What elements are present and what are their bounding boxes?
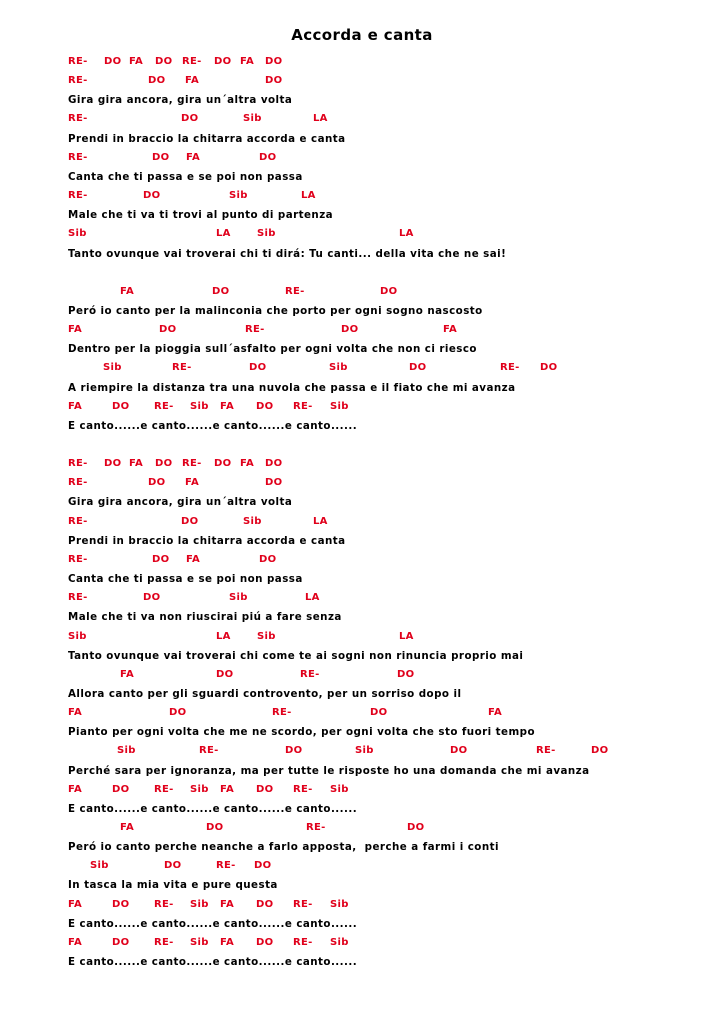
chord: FA (488, 707, 503, 718)
chord: FA (68, 324, 83, 335)
chord-row (0, 56, 724, 72)
chord-row (0, 477, 724, 493)
chord: DO (212, 286, 230, 297)
chord: RE- (199, 745, 219, 756)
chord: DO (159, 324, 177, 335)
lyric-line: Male che ti va ti trovi al punto di partenza (68, 209, 334, 221)
chord: Sib (190, 899, 209, 910)
lyric-line: Male che ti va non riuscirai piú a fare senza (68, 611, 342, 623)
chord: DO (254, 860, 272, 871)
chord: RE- (293, 401, 313, 412)
lyric-line: Canta che ti passa e se poi non passa (68, 171, 303, 183)
chord: DO (256, 401, 274, 412)
chord: DO (104, 458, 122, 469)
chord: RE- (172, 362, 192, 373)
chord: DO (256, 899, 274, 910)
chord: FA (186, 554, 201, 565)
chord: RE- (68, 554, 88, 565)
chord: DO (256, 784, 274, 795)
chord: DO (370, 707, 388, 718)
chord-row (0, 899, 724, 915)
chord: FA (186, 152, 201, 163)
chord: FA (129, 56, 144, 67)
chord: Sib (117, 745, 136, 756)
chord: DO (155, 458, 173, 469)
chord: RE- (300, 669, 320, 680)
chord: RE- (68, 458, 88, 469)
chord: DO (181, 516, 199, 527)
lyric-line: Peró io canto perche neanche a farlo apposta, perche a farmi i conti (68, 841, 499, 853)
chord: LA (313, 113, 328, 124)
lyric-line: Gira gira ancora, gira un´altra volta (68, 496, 293, 508)
chord: FA (120, 286, 135, 297)
chord: Sib (355, 745, 374, 756)
chord: LA (216, 631, 231, 642)
chord: LA (313, 516, 328, 527)
chord: LA (399, 631, 414, 642)
chord: DO (256, 937, 274, 948)
chord: RE- (293, 899, 313, 910)
chord: DO (112, 401, 130, 412)
chord: DO (206, 822, 224, 833)
chord: RE- (154, 899, 174, 910)
chord: RE- (68, 516, 88, 527)
chord: FA (185, 75, 200, 86)
lyric-line: Peró io canto per la malinconia che porto per ogni sogno nascosto (68, 305, 483, 317)
chord: RE- (68, 477, 88, 488)
chord-row (0, 362, 724, 378)
chord: DO (214, 458, 232, 469)
chord: RE- (68, 592, 88, 603)
lyric-line: Allora canto per gli sguardi controvento, per un sorriso dopo il (68, 688, 462, 700)
chord: FA (68, 937, 83, 948)
lyric-line: In tasca la mia vita e pure questa (68, 879, 278, 891)
chord: DO (265, 75, 283, 86)
chord-row (0, 822, 724, 838)
chord-row (0, 75, 724, 91)
chord: DO (112, 937, 130, 948)
chord: DO (265, 56, 283, 67)
chord: FA (68, 401, 83, 412)
lyric-line: Canta che ti passa e se poi non passa (68, 573, 303, 585)
chord: DO (104, 56, 122, 67)
chord: DO (112, 784, 130, 795)
chord: LA (216, 228, 231, 239)
chord-row (0, 707, 724, 723)
chord-row (0, 152, 724, 168)
chord: FA (220, 899, 235, 910)
chord: DO (591, 745, 609, 756)
chord-row (0, 516, 724, 532)
chord: RE- (68, 190, 88, 201)
chord-row (0, 554, 724, 570)
chord: RE- (154, 784, 174, 795)
chord-row (0, 190, 724, 206)
lyric-line: E canto......e canto......e canto......e canto...... (68, 956, 358, 968)
chord: DO (285, 745, 303, 756)
chord: FA (120, 669, 135, 680)
chord: Sib (330, 937, 349, 948)
chord: FA (220, 784, 235, 795)
chord: FA (240, 458, 255, 469)
chord: RE- (272, 707, 292, 718)
chord: DO (181, 113, 199, 124)
chord: Sib (330, 899, 349, 910)
chord: DO (265, 458, 283, 469)
chord: RE- (216, 860, 236, 871)
chord: DO (450, 745, 468, 756)
lyric-line: Prendi in braccio la chitarra accorda e canta (68, 133, 346, 145)
chord: DO (216, 669, 234, 680)
lyric-line: Dentro per la pioggia sull´asfalto per ogni volta che non ci riesco (68, 343, 477, 355)
chord: RE- (536, 745, 556, 756)
chord: RE- (182, 56, 202, 67)
chord: Sib (68, 228, 87, 239)
chord: RE- (68, 56, 88, 67)
chord: Sib (229, 190, 248, 201)
chord-row (0, 745, 724, 761)
chord: FA (68, 899, 83, 910)
lyric-line: Pianto per ogni volta che me ne scordo, per ogni volta che sto fuori tempo (68, 726, 535, 738)
chord: DO (169, 707, 187, 718)
chord: DO (540, 362, 558, 373)
chord: FA (443, 324, 458, 335)
chord: LA (399, 228, 414, 239)
chord: DO (148, 477, 166, 488)
chord: RE- (293, 784, 313, 795)
chord: DO (148, 75, 166, 86)
chord-row (0, 860, 724, 876)
chord: FA (220, 401, 235, 412)
chord: FA (129, 458, 144, 469)
chord: RE- (293, 937, 313, 948)
lyric-line: E canto......e canto......e canto......e canto...... (68, 803, 358, 815)
chord-row (0, 592, 724, 608)
chord: Sib (229, 592, 248, 603)
chord: RE- (500, 362, 520, 373)
chord-row (0, 669, 724, 685)
chord: RE- (154, 401, 174, 412)
chord: DO (407, 822, 425, 833)
chord: DO (259, 152, 277, 163)
chord: Sib (190, 401, 209, 412)
chord: DO (112, 899, 130, 910)
chord: Sib (257, 228, 276, 239)
chord: FA (68, 707, 83, 718)
chord-row (0, 324, 724, 340)
chord-row (0, 937, 724, 953)
chord: Sib (257, 631, 276, 642)
lyric-line: E canto......e canto......e canto......e canto...... (68, 420, 358, 432)
chord-row (0, 286, 724, 302)
chord: DO (341, 324, 359, 335)
chord: LA (305, 592, 320, 603)
chord: FA (220, 937, 235, 948)
chord: Sib (243, 113, 262, 124)
chord: RE- (182, 458, 202, 469)
chord: DO (214, 56, 232, 67)
chord: Sib (243, 516, 262, 527)
lyric-line: Tanto ovunque vai troverai chi come te ai sogni non rinuncia proprio mai (68, 650, 524, 662)
chord: DO (380, 286, 398, 297)
chord: FA (240, 56, 255, 67)
chord: DO (164, 860, 182, 871)
chord: DO (155, 56, 173, 67)
chord: Sib (103, 362, 122, 373)
chord: Sib (90, 860, 109, 871)
chord: RE- (68, 152, 88, 163)
chord: DO (143, 592, 161, 603)
chord: Sib (330, 401, 349, 412)
chord: RE- (68, 75, 88, 86)
chord: FA (68, 784, 83, 795)
chord: LA (301, 190, 316, 201)
chord: Sib (190, 937, 209, 948)
chord: Sib (330, 784, 349, 795)
chord-row (0, 784, 724, 800)
chord: RE- (306, 822, 326, 833)
chord: FA (120, 822, 135, 833)
chord: DO (249, 362, 267, 373)
chord-row (0, 631, 724, 647)
chord: DO (143, 190, 161, 201)
chord: DO (397, 669, 415, 680)
lyric-line: A riempire la distanza tra una nuvola che passa e il fiato che mi avanza (68, 382, 516, 394)
chord: DO (259, 554, 277, 565)
chord: Sib (329, 362, 348, 373)
chord: DO (152, 554, 170, 565)
chord: Sib (190, 784, 209, 795)
chord-row (0, 401, 724, 417)
chord: Sib (68, 631, 87, 642)
lyric-line: Prendi in braccio la chitarra accorda e canta (68, 535, 346, 547)
chord: FA (185, 477, 200, 488)
chord: DO (265, 477, 283, 488)
chord: DO (152, 152, 170, 163)
lyric-line: Tanto ovunque vai troverai chi ti dirá: Tu canti... della vita che ne sai! (68, 248, 507, 260)
chord-row (0, 228, 724, 244)
lyric-line: E canto......e canto......e canto......e canto...... (68, 918, 358, 930)
chord: DO (409, 362, 427, 373)
chord: RE- (154, 937, 174, 948)
chord-row (0, 458, 724, 474)
chord: RE- (68, 113, 88, 124)
chord-row (0, 113, 724, 129)
lyric-line: Perché sara per ignoranza, ma per tutte le risposte ho una domanda che mi avanza (68, 765, 590, 777)
song-title: Accorda e canta (291, 26, 433, 44)
chord: RE- (245, 324, 265, 335)
chord: RE- (285, 286, 305, 297)
lyric-line: Gira gira ancora, gira un´altra volta (68, 94, 293, 106)
